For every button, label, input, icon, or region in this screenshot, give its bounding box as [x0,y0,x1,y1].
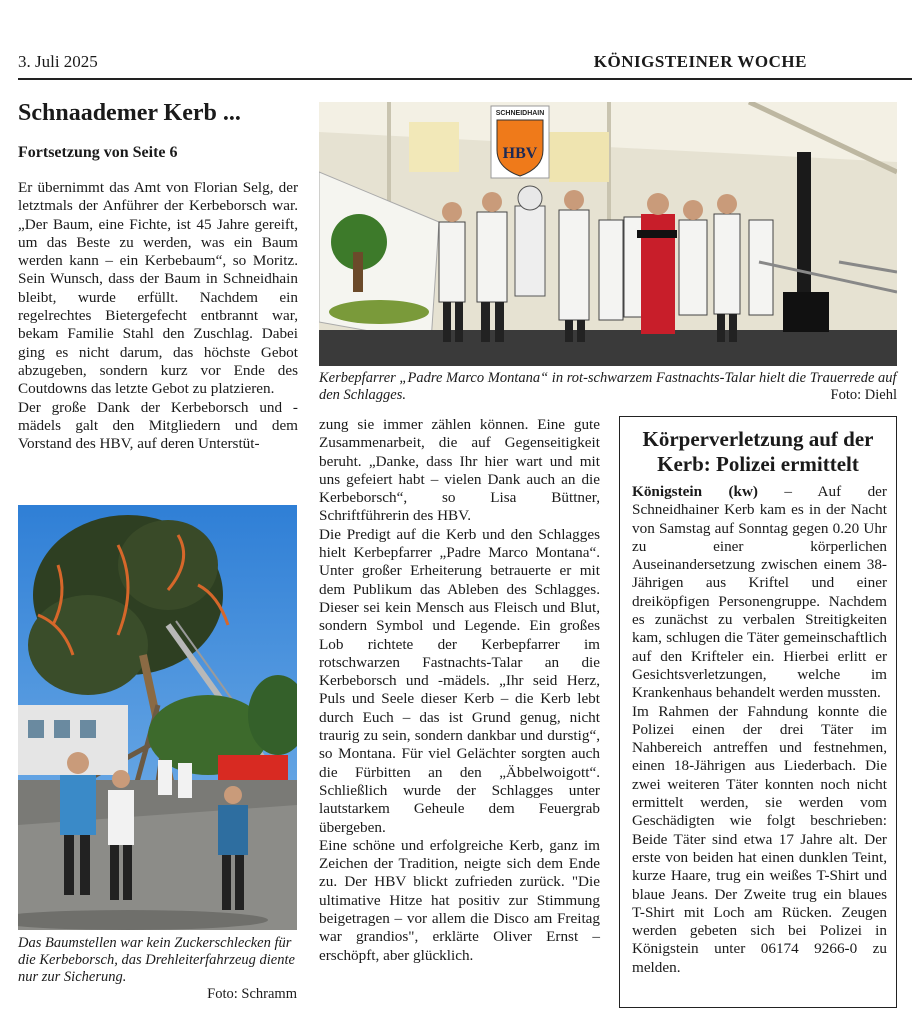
publication-name: KÖNIGSTEINER WOCHE [593,52,807,71]
photo-credit: Foto: Diehl [825,387,897,404]
paragraph: zung sie immer zählen können. Eine gute Zusammenarbeit, die auf Gegenseitigkeit beruht. „Danke, dass Ihr hier wart und mit uns gefeiert habt – vielen Dank auch an die Kerbeborsch“, so Lisa Büttner, Schriftführerin des HBV. [319,416,600,525]
tree-photo-caption [18,935,297,1003]
paragraph: Im Rahmen der Fahndung konnte die Polizei einen der drei Täter im Nahbereich antreffen und festnehmen, einen 18-Jährigen aus Liederbach. Die zwei weiteren Täter konnten noch nicht ermittelt werden, sie werden vom Geschädigten wie folgt beschrieben: Beide Täter sind etwa 17 Jahre alt. Der erste von beiden hat einen dunklen Teint, kurze Haare, trug ein weißes T-Shirt und blaue Jeans. Der Zweite trug ein blaues T-Shirt mit Loch am Rücken. Zeugen werden gebeten sich bei Polizei in Königstein unter 06174 9266-0 zu melden. [632,702,887,976]
tree-raising-photo [18,505,297,930]
photo-credit: Foto: Schramm [207,986,297,1002]
paragraph: Die Predigt auf die Kerb und den Schlagges hielt Kerbepfarrer „Padre Marco Montana“. Unter großer Erheiterung betrauerte er mit dem Publikum das Ableben des Schlagges. Dieser sei kein Mensch aus Fleisch und Blut, sondern Symbol und Legende. Ein großes Lob richtete der Kerbepfarrer im rotschwarzen Fastnachts-Talar an die Kerbeborsch und -mädels. „Ihr seid Herz, Puls und Seele dieser Kerb – die Kerb lebt durch Euch – das ist Grund genug, nicht traurig zu sein, sondern dankbar und durstig“, so Montana. Für viel Gelächter sorgten auch die Fürbitten an den „Äbbelwoigott“. Schließlich wurde der Schlagges unter lautstarkem Geheule dem Feuergrab übergeben. [319,525,600,836]
caption-text: Kerbepfarrer „Padre Marco Montana“ in rot-schwarzem Fastnachts-Talar hielt die Trauerrede auf den Schlagges. [319,370,897,403]
article-subtitle: Fortsetzung von Seite 6 [18,144,178,161]
article-column-2 [319,416,600,965]
box-title: Körperverletzung auf der Kerb: Polizei ermittelt [642,427,874,476]
paragraph [632,483,887,703]
stage-photo [319,102,897,366]
box-body [632,483,887,977]
paragraph: Er übernimmt das Amt von Florian Selg, der letztmals der Anführer der Kerbeborsch war. „Der Baum, eine Fichte, ist 45 Jahre gereift, um das Beste zu werden, was ein Baum werden kann – ein Kerbebaum“, so Moritz. Sein Wunsch, dass der Baum in Schneidhain bleibt, wurde erfüllt. Nachdem ein regelrechtes Bietergefecht entbrannt war, bekam Familie Stahl den Zuschlag. Dabei ging es nicht darum, das höchste Gebot abzugeben, sondern kurz vor Ende des Coutdowns das letzte Gebot zu platzieren. [18,179,298,398]
police-report-box [619,416,897,1008]
header-rule [18,78,912,80]
paragraph-text: – Auf der Schneidhainer Kerb kam es in der Nacht von Samstag auf Sonntag gegen 0.20 Uhr zu einer körperlichen Auseinandersetzung zwischen einem 38-Jährigen aus Kriftel und einer dreiköpfigen Personengruppe. Nachdem es zunächst zu verbalen Streitigkeiten kam, schlugen die Täter gemeinschaftlich auf den Krifteler ein. Hierbei erlitt er Gesichtsverletzungen, welche im Krankenhaus behandelt werden mussten. [632,483,887,702]
paragraph: Eine schöne und erfolgreiche Kerb, ganz im Zeichen der Tradition, neigte sich dem Ende zu. Der HBV blickt zufrieden zurück. "Die ultimative Hitze hat positiv zur Stimmung beigetragen – vor allem die Disco am Freitag war grandios", erklärte Oliver Ernst – erschöpft, aber glücklich. [319,836,600,964]
dateline: Königstein (kw) [632,483,758,500]
banner-text: SCHNEIDHAIN [495,110,545,117]
crest-text: HBV [502,145,538,162]
article-column-1 [18,179,298,453]
article-title: Schnaademer Kerb ... [18,100,241,126]
caption-text: Das Baumstellen war kein Zuckerschlecken für die Kerbeborsch, das Drehleiterfahrzeug diente nur zur Sicherung. [18,935,295,985]
issue-date: 3. Juli 2025 [18,52,98,71]
stage-photo-caption [319,370,897,404]
paragraph: Der große Dank der Kerbeborsch und -mädels galt den Mitgliedern und dem Vorstand des HBV, auf deren Unterstüt- [18,398,298,453]
